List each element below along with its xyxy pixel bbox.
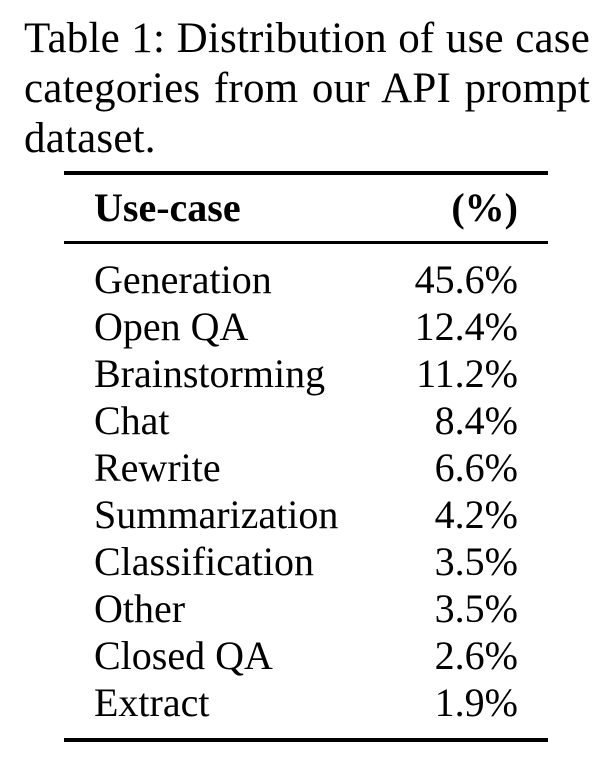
table-row bbox=[94, 444, 518, 491]
row-percent: 3.5% bbox=[434, 586, 518, 631]
table-row bbox=[94, 350, 518, 397]
row-percent: 8.4% bbox=[434, 398, 518, 443]
row-percent: 45.6% bbox=[414, 257, 518, 302]
row-percent: 6.6% bbox=[434, 445, 518, 490]
table-header-rule bbox=[64, 241, 548, 244]
table-top-rule bbox=[64, 171, 548, 175]
table-row bbox=[94, 585, 518, 632]
table-row bbox=[94, 256, 518, 303]
row-percent: 11.2% bbox=[416, 351, 518, 396]
row-use-case: Classification bbox=[94, 539, 314, 584]
row-use-case: Brainstorming bbox=[94, 351, 326, 396]
table-row bbox=[94, 632, 518, 679]
row-use-case: Other bbox=[94, 586, 186, 631]
row-use-case: Generation bbox=[94, 257, 272, 302]
table-header-row bbox=[94, 183, 518, 233]
table-row bbox=[94, 303, 518, 350]
row-use-case: Chat bbox=[94, 398, 170, 443]
table-row bbox=[94, 538, 518, 585]
table-bottom-rule bbox=[64, 738, 548, 742]
table-row bbox=[94, 679, 518, 726]
row-use-case: Rewrite bbox=[94, 445, 221, 490]
row-use-case: Summarization bbox=[94, 492, 339, 537]
row-percent: 12.4% bbox=[414, 304, 518, 349]
row-use-case: Closed QA bbox=[94, 633, 273, 678]
row-percent: 2.6% bbox=[434, 633, 518, 678]
header-use-case: Use-case bbox=[94, 185, 241, 230]
table-row bbox=[94, 491, 518, 538]
table-caption: Table 1: Distribution of use case categories from our API prompt dataset. bbox=[24, 15, 590, 162]
row-percent: 1.9% bbox=[434, 680, 518, 725]
row-percent: 4.2% bbox=[434, 492, 518, 537]
table-row bbox=[94, 397, 518, 444]
row-use-case: Open QA bbox=[94, 304, 249, 349]
header-percent: (%) bbox=[451, 185, 518, 230]
row-percent: 3.5% bbox=[434, 539, 518, 584]
row-use-case: Extract bbox=[94, 680, 210, 725]
